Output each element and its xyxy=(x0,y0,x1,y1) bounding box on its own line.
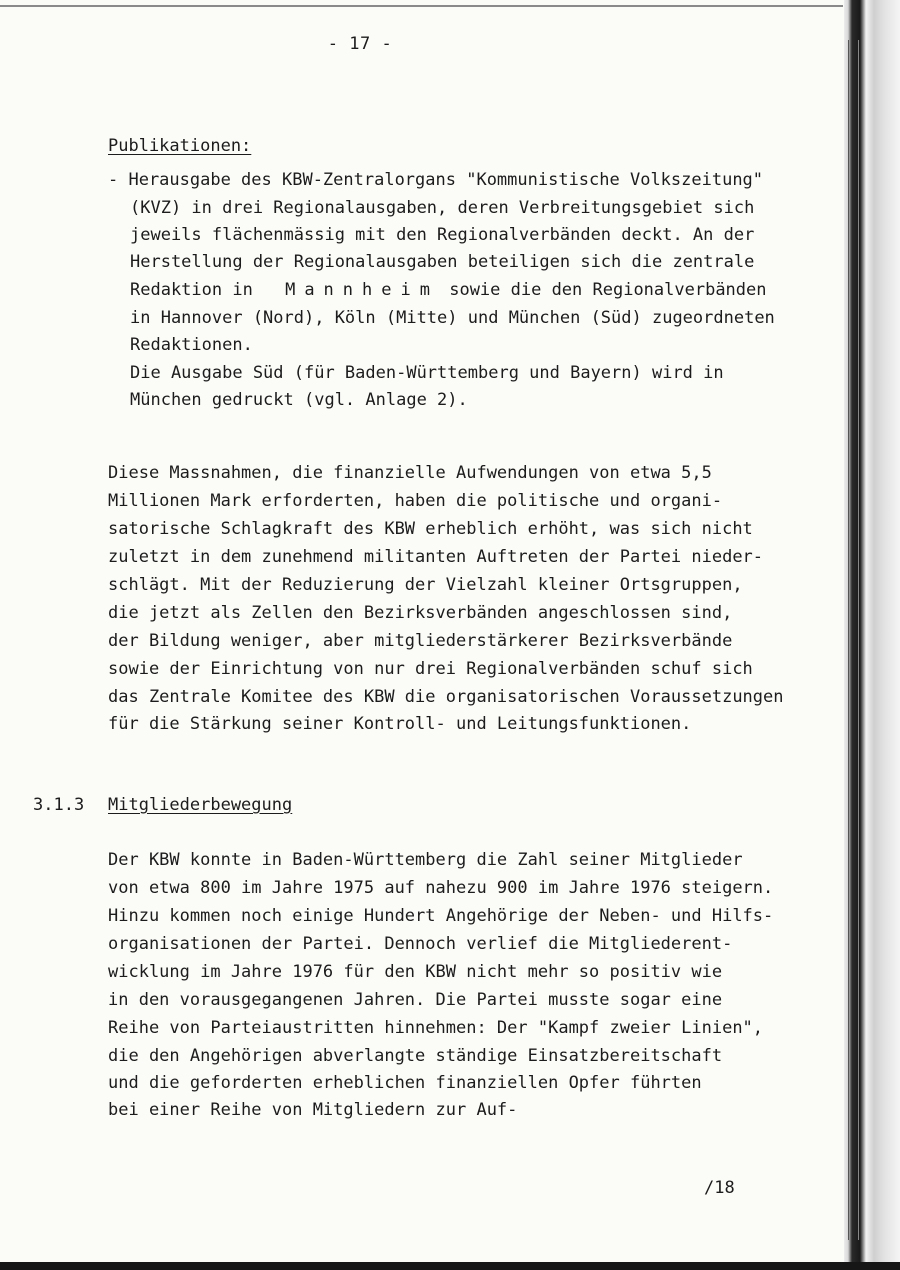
city-name-spaced: Mannheim xyxy=(285,280,439,300)
text-line: für die Stärkung seiner Kontroll- und Leitungsfunktionen. xyxy=(108,714,692,734)
publikationen-heading: Publikationen: xyxy=(108,136,252,156)
next-page-reference: /18 xyxy=(704,1178,735,1198)
text-line: jeweils flächenmässig mit den Regionalverbänden deckt. An der xyxy=(130,225,755,245)
text-segment: sowie die den Regionalverbänden xyxy=(449,280,767,300)
text-line: die den Angehörigen abverlangte ständige Einsatzbereitschaft xyxy=(108,1046,723,1066)
text-line: das Zentrale Komitee des KBW die organisatorischen Voraussetzungen xyxy=(108,687,784,707)
text-line: Diese Massnahmen, die finanzielle Aufwendungen von etwa 5,5 xyxy=(108,463,712,483)
text-line: Der KBW konnte in Baden-Württemberg die Zahl seiner Mitglieder xyxy=(108,850,743,870)
text-line: in den vorausgegangenen Jahren. Die Partei musste sogar eine xyxy=(108,990,723,1010)
text-line: Hinzu kommen noch einige Hundert Angehörige der Neben- und Hilfs- xyxy=(108,906,774,926)
text-line: sowie der Einrichtung von nur drei Regionalverbänden schuf sich xyxy=(108,659,753,679)
text-line: Reihe von Parteiaustritten hinnehmen: Der "Kampf zweier Linien", xyxy=(108,1018,764,1038)
text-line: München gedruckt (vgl. Anlage 2). xyxy=(130,390,468,410)
text-line: - Herausgabe des KBW-Zentralorgans "Kommunistische Volkszeitung" xyxy=(108,170,764,190)
text-line: (KVZ) in drei Regionalausgaben, deren Verbreitungsgebiet sich xyxy=(130,198,755,218)
binder-line xyxy=(858,40,859,1240)
text-line: der Bildung weniger, aber mitgliederstärkerer Bezirksverbände xyxy=(108,631,733,651)
bottom-edge-rule xyxy=(0,1262,900,1270)
text-line: schlägt. Mit der Reduzierung der Vielzahl kleiner Ortsgruppen, xyxy=(108,575,743,595)
text-line: zuletzt in dem zunehmend militanten Auftreten der Partei nieder- xyxy=(108,547,764,567)
text-line: Die Ausgabe Süd (für Baden-Württemberg und Bayern) wird in xyxy=(130,363,724,383)
page-number: - 17 - xyxy=(327,34,393,54)
section-heading: Mitgliederbewegung xyxy=(108,795,293,815)
text-line: von etwa 800 im Jahre 1975 auf nahezu 900 im Jahre 1976 steigern. xyxy=(108,878,774,898)
text-line: und die geforderten erheblichen finanziellen Opfer führten xyxy=(108,1073,702,1093)
text-line: satorische Schlagkraft des KBW erheblich erhöht, was sich nicht xyxy=(108,519,753,539)
section-number: 3.1.3 xyxy=(33,795,85,815)
text-line: Herstellung der Regionalausgaben beteiligen sich die zentrale xyxy=(130,252,755,272)
text-line xyxy=(130,280,767,300)
text-line: bei einer Reihe von Mitgliedern zur Auf- xyxy=(108,1100,518,1120)
text-line: wicklung im Jahre 1976 für den KBW nicht mehr so positiv wie xyxy=(108,962,723,982)
binder-line xyxy=(848,40,849,1240)
text-segment: Redaktion in xyxy=(130,280,253,300)
text-line: organisationen der Partei. Dennoch verlief die Mitgliederent- xyxy=(108,934,733,954)
text-line: Redaktionen. xyxy=(130,335,253,355)
top-edge-rule xyxy=(0,5,843,7)
text-line: in Hannover (Nord), Köln (Mitte) und München (Süd) zugeordneten xyxy=(130,308,775,328)
text-line: Millionen Mark erforderten, haben die politische und organi- xyxy=(108,491,723,511)
binder-edge xyxy=(844,0,900,1270)
text-line: die jetzt als Zellen den Bezirksverbänden angeschlossen sind, xyxy=(108,603,733,623)
